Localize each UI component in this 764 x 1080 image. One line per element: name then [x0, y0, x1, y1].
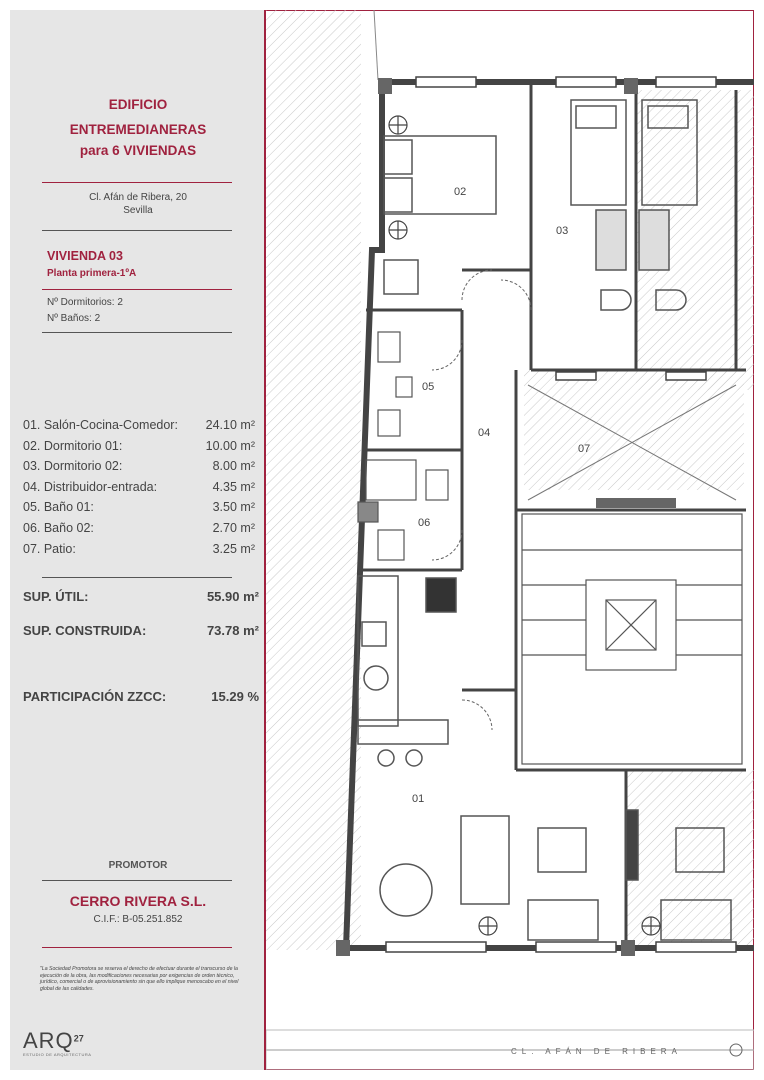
building-title-line1: EDIFICIO — [108, 97, 168, 112]
staircase — [522, 514, 742, 764]
divider — [42, 230, 232, 231]
room-row: 05. Baño 01: 3.50 m² — [23, 500, 255, 515]
address-line2: Sevilla — [123, 205, 153, 216]
room-label-06: 06 — [418, 517, 431, 529]
divider — [42, 880, 232, 881]
studio-logo: ARQ$^{27}$ ESTUDIO DE ARQUITECTURA — [23, 1028, 92, 1057]
info-panel — [10, 10, 266, 1070]
side-hatch — [626, 770, 754, 950]
divider — [42, 947, 232, 948]
unit-bedrooms: Nº Dormitorios: 2 — [47, 297, 123, 308]
promoter-cif: C.I.F.: B-05.251.852 — [93, 914, 183, 925]
street-name: CL. AFÁN DE RIBERA — [511, 1047, 682, 1056]
room-label-01: 01 — [412, 793, 425, 805]
floor-plan — [266, 10, 754, 1070]
floor-plan-drawing — [266, 10, 754, 1070]
address-line1: Cl. Afán de Ribera, 20 — [89, 192, 187, 203]
unit-floor: Planta primera-1ºA — [47, 268, 137, 279]
boundary-line — [374, 10, 378, 80]
room-label-03: 03 — [556, 225, 569, 237]
kitchen — [358, 576, 456, 766]
divider — [42, 332, 232, 333]
promoter-name: CERRO RIVERA S.L. — [69, 893, 207, 909]
room-label-07: 07 — [578, 443, 591, 455]
unit-name: VIVIENDA 03 — [47, 249, 123, 263]
promoter-heading: PROMOTOR — [108, 860, 168, 871]
room-row: 02. Dormitorio 01: 10.00 m² — [23, 438, 255, 453]
divider — [42, 577, 232, 578]
building-title-line3: para 6 VIVIENDAS — [79, 143, 197, 158]
building-title-line2: ENTREMEDIANERAS — [69, 122, 207, 137]
room-row: 04. Distribuidor-entrada: 4.35 m² — [23, 479, 255, 494]
divider — [42, 289, 232, 290]
room-label-02: 02 — [454, 186, 467, 198]
room-list — [23, 415, 255, 559]
exterior-hatch — [266, 10, 361, 950]
room-label-05: 05 — [422, 381, 435, 393]
divider — [42, 182, 232, 183]
legal-disclaimer: "La Sociedad Promotora se reserva el derecho de efectuar durante el transcurso de la ejecución de la obra, las modificaciones necesarias por exigencias de orden técnico, jurídico, comercial o de aprovisionamiento sin que ello implique menoscabo en el nivel global de las calidades. — [40, 966, 239, 992]
room-row: 07. Patio: 3.25 m² — [23, 541, 255, 556]
patio-hatch — [524, 370, 744, 490]
room-row: 06. Baño 02: 2.70 m² — [23, 520, 255, 535]
bathroom-fixtures — [358, 332, 448, 560]
sup-util-row: SUP. ÚTIL: 55.90 m² — [23, 589, 259, 604]
room-label-04: 04 — [478, 427, 491, 439]
sup-construida-row: SUP. CONSTRUIDA: 73.78 m² — [23, 623, 259, 638]
participacion-row: PARTICIPACIÓN ZZCC: 15.29 % — [23, 689, 259, 704]
room-row: 03. Dormitorio 02: 8.00 m² — [23, 459, 255, 474]
unit-bathrooms: Nº Baños: 2 — [47, 313, 101, 324]
room-row: 01. Salón-Cocina-Comedor: 24.10 m² — [23, 418, 255, 432]
